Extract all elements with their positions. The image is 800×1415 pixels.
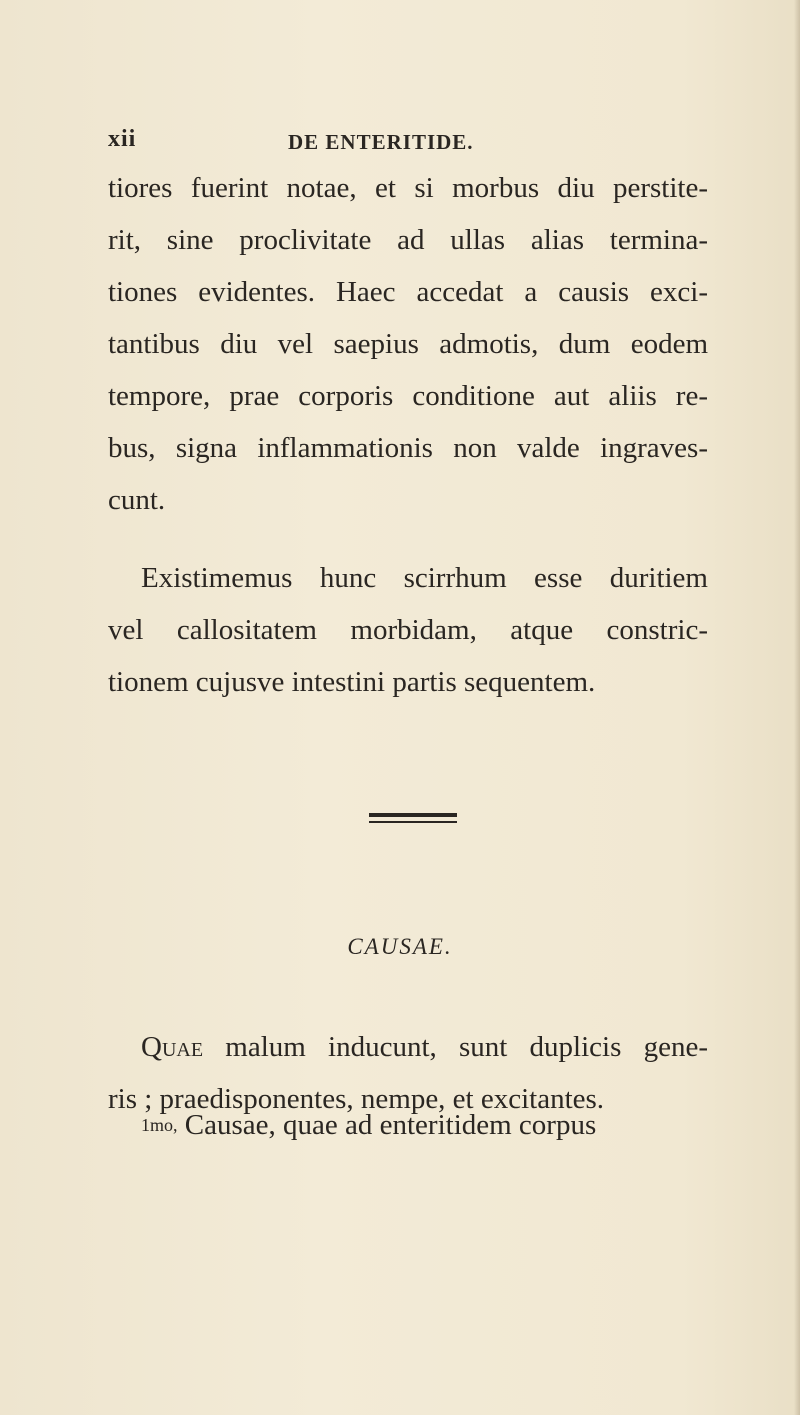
text-line: tiores fuerint notae, et si morbus diu perstite-: [108, 172, 708, 204]
text-line: tionem cujusve intestini partis sequentem.: [108, 666, 596, 698]
text-line: [108, 1099, 708, 1151]
paragraph-first-causes: [108, 1099, 708, 1151]
text-line: vel callositatem morbidam, atque constric-: [108, 614, 708, 646]
page-edge-shadow: [794, 0, 800, 1415]
text-line: tempore, prae corporis conditione aut aliis re-: [108, 380, 708, 412]
opening-word: Quae: [141, 1031, 204, 1063]
divider-thick-rule: [369, 813, 457, 817]
text-line: cunt.: [108, 484, 166, 516]
text-segment: Causae, quae ad enteritidem corpus: [177, 1109, 597, 1141]
section-divider-rule: [369, 813, 457, 827]
page-number: xii: [108, 126, 137, 152]
text-line: Existimemus hunc scirrhum esse duritiem: [141, 562, 708, 594]
text-line: tantibus diu vel saepius admotis, dum eodem: [108, 328, 708, 360]
text-line: [108, 1021, 708, 1073]
section-heading: CAUSAE.: [347, 934, 453, 959]
text-line: rit, sine proclivitate ad ullas alias termina-: [108, 224, 708, 256]
text-segment: malum inducunt, sunt duplicis gene-: [203, 1031, 708, 1063]
paragraph-scirrhus-definition: [108, 552, 708, 708]
running-head: [108, 126, 748, 166]
divider-thin-rule: [369, 821, 457, 823]
text-line: tiones evidentes. Haec accedat a causis exci-: [108, 276, 708, 308]
ordinal-marker: 1mo,: [141, 1115, 178, 1135]
paragraph-continued: [108, 162, 708, 526]
text-line: bus, signa inflammationis non valde ingraves-: [108, 432, 708, 464]
text-line: ris ; praedisponentes, nempe, et excitantes.: [108, 1083, 605, 1115]
running-title: DE ENTERITIDE.: [288, 130, 474, 154]
